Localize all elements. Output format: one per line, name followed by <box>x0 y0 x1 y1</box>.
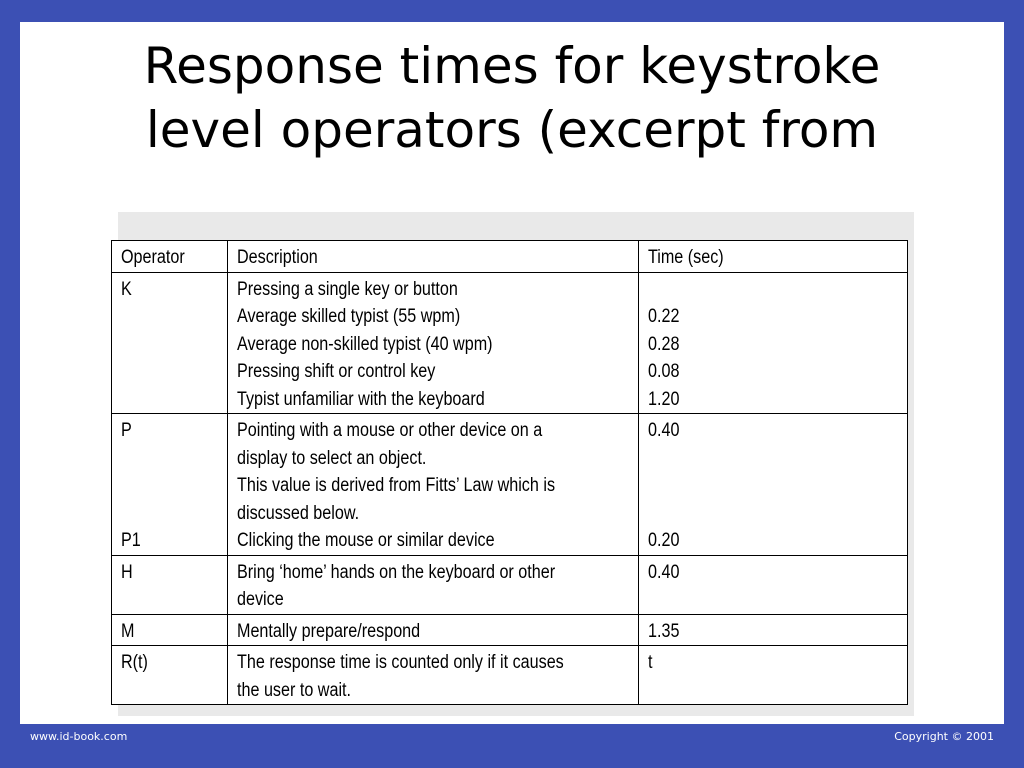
table-header-row <box>112 241 908 273</box>
empty-line <box>121 386 203 414</box>
cell-time <box>638 646 907 705</box>
table-row <box>112 646 908 705</box>
klm-operator-table <box>111 240 908 705</box>
cell-time <box>638 614 907 646</box>
header-operator: Operator <box>112 241 228 273</box>
footer-website: www.id-book.com <box>30 730 128 743</box>
empty-line <box>121 500 203 528</box>
cell-time-line: 0.40 <box>647 420 680 441</box>
cell-time-line: t <box>647 652 653 673</box>
cell-time-line: 0.20 <box>647 530 680 551</box>
empty-line <box>121 303 203 331</box>
slide <box>20 22 1004 724</box>
cell-description-line: Typist unfamiliar with the keyboard <box>236 388 485 410</box>
cell-description-line: the user to wait. <box>236 679 351 701</box>
cell-operator <box>112 646 228 705</box>
cell-operator-line: P <box>121 420 132 441</box>
empty-line <box>648 276 861 304</box>
slide-title-line-1: Response times for keystroke <box>143 37 881 95</box>
cell-time-line: 0.28 <box>647 333 680 355</box>
cell-time-line: 0.40 <box>647 561 680 583</box>
cell-description-line: Average non-skilled typist (40 wpm) <box>236 333 493 355</box>
header-time: Time (sec) <box>638 241 907 273</box>
cell-description-line: Bring ‘home’ hands on the keyboard or other <box>236 561 555 583</box>
cell-description-line: Pointing with a mouse or other device on a <box>236 420 543 441</box>
table-row <box>112 414 908 556</box>
slide-title <box>20 34 1004 162</box>
cell-description <box>227 414 638 556</box>
cell-description-line: Pressing a single key or button <box>236 278 458 300</box>
empty-line <box>121 331 203 359</box>
cell-description-line: Mentally prepare/respond <box>236 620 420 642</box>
cell-operator-line: K <box>121 278 132 300</box>
footer-copyright: Copyright © 2001 <box>894 730 994 743</box>
cell-description-line: device <box>236 589 284 610</box>
header-description: Description <box>227 241 638 273</box>
cell-time-line: 0.08 <box>647 361 680 382</box>
empty-line <box>648 445 861 473</box>
cell-description-line: Average skilled typist (55 wpm) <box>236 306 460 327</box>
empty-line <box>648 500 861 528</box>
cell-description-line: This value is derived from Fitts’ Law which is <box>236 475 555 496</box>
cell-operator <box>112 272 228 414</box>
table-row <box>112 614 908 646</box>
cell-description <box>227 555 638 614</box>
empty-line <box>648 677 861 705</box>
cell-time <box>638 555 907 614</box>
empty-line <box>121 472 203 500</box>
cell-operator-line: M <box>121 620 135 642</box>
cell-time-line: 1.20 <box>647 388 680 410</box>
cell-description-line: The response time is counted only if it causes <box>236 652 564 673</box>
empty-line <box>121 677 203 705</box>
cell-operator-line: R(t) <box>121 652 148 673</box>
empty-line <box>121 445 203 473</box>
cell-description-line: display to select an object. <box>236 447 427 469</box>
cell-description-line: discussed below. <box>236 502 359 524</box>
cell-operator <box>112 555 228 614</box>
slide-title-line-2: level operators (excerpt from <box>145 101 879 159</box>
cell-description-line: Clicking the mouse or similar device <box>236 530 495 551</box>
cell-description <box>227 614 638 646</box>
footer <box>0 726 1024 746</box>
empty-line <box>648 586 861 614</box>
cell-description <box>227 272 638 414</box>
cell-description <box>227 646 638 705</box>
cell-time-line: 0.22 <box>647 306 680 327</box>
cell-description-line: Pressing shift or control key <box>236 361 436 382</box>
empty-line <box>121 586 203 614</box>
cell-time-line: 1.35 <box>647 620 680 642</box>
cell-operator-line: H <box>121 561 133 583</box>
empty-line <box>121 358 203 386</box>
cell-time <box>638 272 907 414</box>
table-row <box>112 555 908 614</box>
cell-time <box>638 414 907 556</box>
empty-line <box>648 472 861 500</box>
cell-operator <box>112 614 228 646</box>
cell-operator <box>112 414 228 556</box>
table-row <box>112 272 908 414</box>
cell-operator-line: P1 <box>121 530 141 551</box>
